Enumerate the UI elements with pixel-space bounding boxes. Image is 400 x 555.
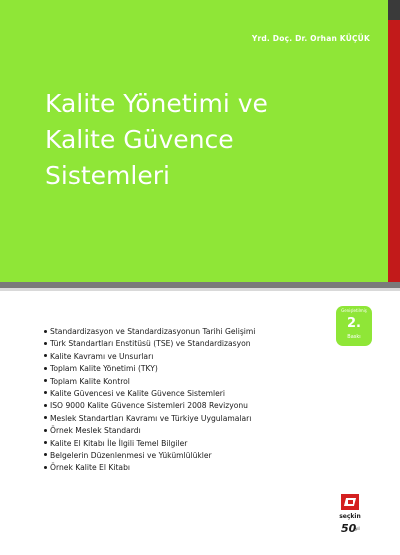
- list-item: [44, 338, 255, 350]
- title-line-2: Kalite Güvence: [45, 125, 234, 154]
- publisher-name: seçkin: [339, 513, 361, 520]
- topic-text: Örnek Meslek Standardı: [50, 426, 141, 436]
- topic-text: Toplam Kalite Kontrol: [50, 376, 130, 386]
- title-line-1: Kalite Yönetimi ve: [45, 89, 268, 118]
- topic-text: Meslek Standartları Kavramı ve Türkiye Uygulamaları: [50, 413, 252, 423]
- list-item: [44, 413, 255, 425]
- title-line-3: Sistemleri: [45, 161, 170, 190]
- book-title: [45, 86, 365, 194]
- topic-text: Örnek Kalite El Kitabı: [50, 463, 131, 473]
- anniversary-number: 50: [341, 522, 357, 535]
- bullet-icon: [44, 330, 47, 333]
- list-item: [44, 450, 255, 462]
- edition-number: 2.: [347, 316, 361, 331]
- divider-band-light: [0, 288, 400, 291]
- topic-text: Standardizasyon ve Standardizasyonun Tarihi Gelişimi: [50, 327, 256, 336]
- bullet-icon: [44, 441, 47, 444]
- list-item: [44, 462, 255, 474]
- list-item: [44, 400, 255, 412]
- bullet-icon: [44, 453, 47, 456]
- bullet-icon: [44, 466, 47, 469]
- list-item: [44, 351, 255, 363]
- list-item: [44, 425, 255, 437]
- topic-text: Toplam Kalite Yönetimi (TKY): [50, 364, 158, 374]
- bullet-icon: [44, 416, 47, 419]
- topic-text: ISO 9000 Kalite Güvence Sistemleri 2008 Revizyonu: [50, 401, 248, 411]
- list-item: [44, 376, 255, 388]
- badge-top-text: Genişletilmiş: [341, 308, 367, 313]
- edition-badge: [336, 306, 372, 346]
- topic-text: Kalite Kavramı ve Unsurları: [50, 351, 154, 361]
- publisher-mark-icon: [341, 494, 359, 510]
- bullet-icon: [44, 391, 47, 394]
- list-item: [44, 388, 255, 400]
- bullet-icon: [44, 404, 47, 407]
- topic-text: Kalite Güvencesi ve Kalite Güvence Sistemleri: [50, 388, 226, 398]
- author-name: Yrd. Doç. Dr. Orhan KÜÇÜK: [251, 34, 370, 43]
- topic-text: Kalite El Kitabı İle İlgili Temel Bilgiler: [50, 438, 188, 448]
- anniversary-suffix: yıl: [355, 526, 360, 531]
- list-item: [44, 438, 255, 450]
- list-item: [44, 363, 255, 375]
- bullet-icon: [44, 342, 47, 345]
- list-item: [44, 326, 255, 338]
- bullet-icon: [44, 354, 47, 357]
- publisher-logo: [335, 494, 365, 544]
- spine-strip: [388, 0, 400, 282]
- bullet-icon: [44, 367, 47, 370]
- topic-text: Belgelerin Düzenlenmesi ve Yükümlülükler: [50, 450, 212, 460]
- topic-text: Türk Standartları Enstitüsü (TSE) ve Standardizasyon: [50, 339, 251, 349]
- badge-bottom-text: Baskı: [347, 334, 361, 340]
- bullet-icon: [44, 429, 47, 432]
- topic-list: [44, 326, 255, 475]
- bullet-icon: [44, 379, 47, 382]
